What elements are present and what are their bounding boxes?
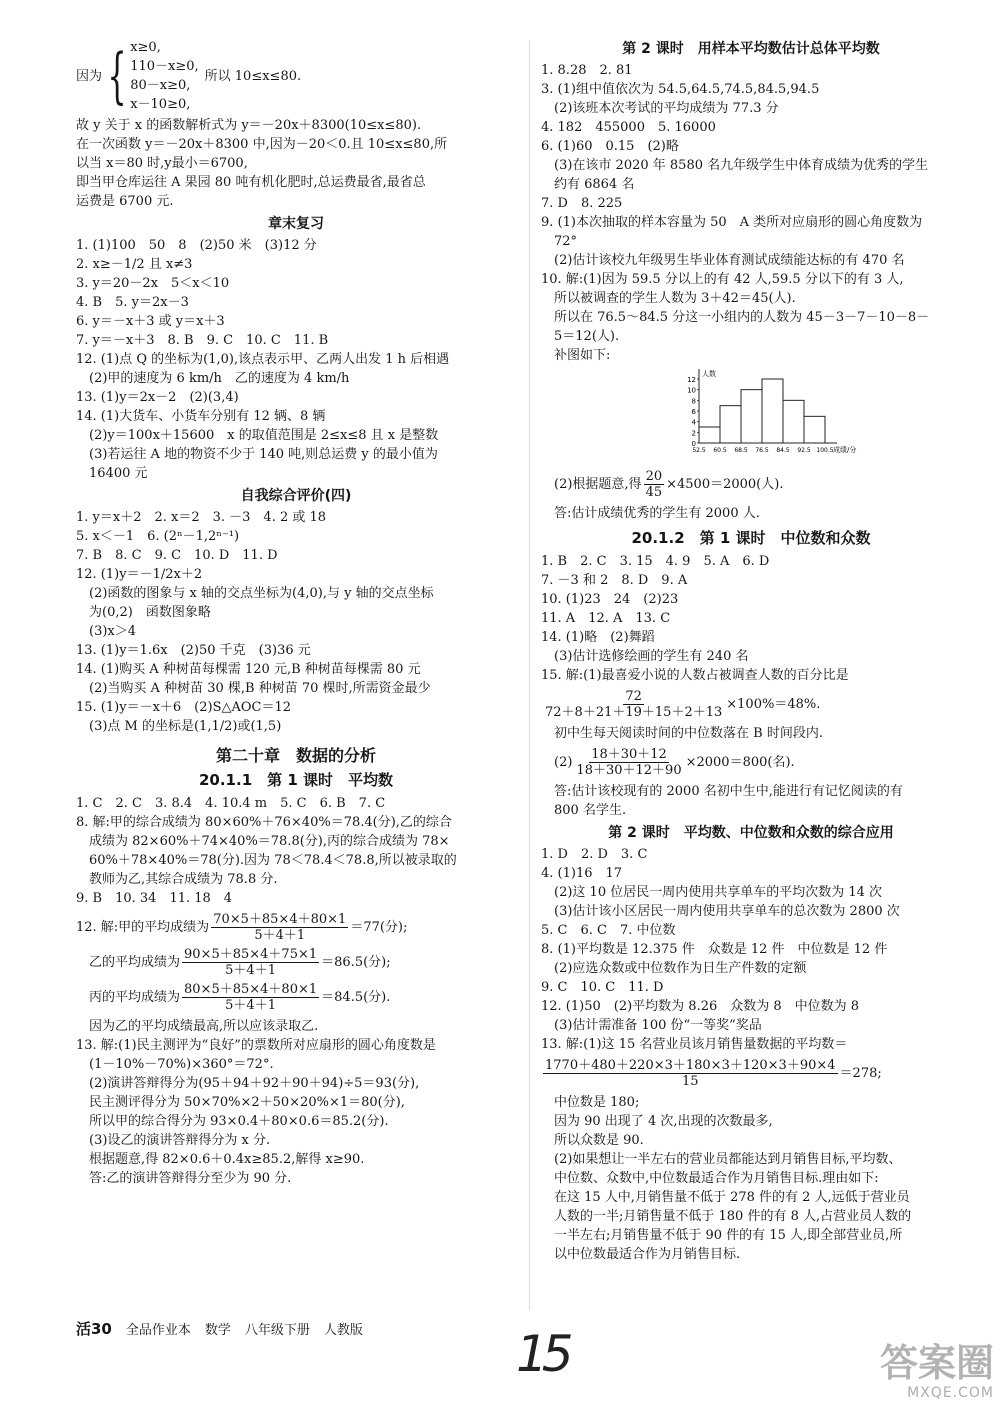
x-tick-label: 92.5 <box>797 447 811 454</box>
fraction <box>182 982 319 1013</box>
answer-line: 1. C 2. C 3. 8.4 4. 10.4 m 5. C 6. B 7. C <box>76 796 386 811</box>
book-title: 全品作业本 <box>125 1323 191 1338</box>
row-result: ＝278; <box>839 1066 882 1081</box>
answer-line: 答:估计成绩优秀的学生有 2000 人. <box>541 506 760 521</box>
answer-line: 9. (1)本次抽取的样本容量为 50 A 类所对应扇形的圆心角度数为 <box>541 215 923 230</box>
column-divider <box>529 40 530 1310</box>
answer-block-mean <box>76 794 516 908</box>
answer-line: (2)函数的图象与 x 轴的交点坐标为(4,0),与 y 轴的交点坐标 <box>76 586 434 601</box>
fraction <box>211 912 348 943</box>
section-heading-review: 章末复习 <box>268 216 324 232</box>
watermark-url: MXQE.COM <box>907 1385 994 1401</box>
answer-line: 中位数是 180; <box>541 1095 640 1110</box>
right-column <box>541 36 961 1264</box>
answer-line: (3)点 M 的坐标是(1,1/2)或(1,5) <box>76 719 282 734</box>
answer-line: (3)x＞4 <box>76 624 137 639</box>
answer-line: 4. (1)16 17 <box>541 866 623 881</box>
answer-line: 故 y 关于 x 的函数解析式为 y＝－20x＋8300(10≤x≤80). <box>76 118 422 133</box>
answer-line: 初中生每天阅读时间的中位数落在 B 时间段内. <box>541 726 823 741</box>
y-tick-label: 2 <box>691 429 696 438</box>
row-result: ＝84.5(分). <box>321 990 391 1005</box>
x-tick-label: 84.5 <box>776 447 790 454</box>
answer-line: 所以在 76.5～84.5 分这一小组内的人数为 45－3－7－10－8－ <box>541 310 930 325</box>
answer-line: 7. y＝－x＋3 8. B 9. C 10. C 11. B <box>76 333 329 348</box>
chapter-heading: 第二十章 数据的分析 <box>215 746 376 765</box>
answer-line: 12. (1)50 (2)平均数为 8.26 众数为 8 中位数为 8 <box>541 999 860 1014</box>
q15-fraction-row <box>541 689 961 720</box>
denominator: 5＋4＋1 <box>225 963 276 978</box>
section-heading-combined: 第 2 课时 平均数、中位数和众数的综合应用 <box>608 825 894 841</box>
x-tick-label: 76.5 <box>755 447 769 454</box>
subject-label: 数学 <box>204 1323 231 1338</box>
brace-item: x≥0, <box>130 40 161 55</box>
x-tick-label: 68.5 <box>734 447 748 454</box>
answer-line: 1. D 2. D 3. C <box>541 847 648 862</box>
answer-line: 16400 元 <box>76 466 148 481</box>
answer-line: 1. B 2. C 3. 15 4. 9 5. A 6. D <box>541 554 770 569</box>
answer-line: 以中位数最适合作为月销售目标. <box>541 1247 741 1262</box>
answer-line: 成绩为 82×60%＋74×40%＝78.8(分),丙的综合成绩为 78× <box>76 834 450 849</box>
q13-lines <box>541 1093 961 1264</box>
answer-line: 中位数、众数中,中位数最适合作为月销售目标.理由如下: <box>541 1171 879 1186</box>
histogram-chart <box>681 367 857 459</box>
y-tick-label: 4 <box>691 418 696 427</box>
answer-line: 1. 8.28 2. 81 <box>541 63 633 78</box>
answer-block-review <box>76 236 516 483</box>
histogram-figure <box>541 367 961 465</box>
answer-line: 12. (1)点 Q 的坐标为(1,0),该点表示甲、乙两人出发 1 h 后相遇 <box>76 352 450 367</box>
brace-item: 110－x≥0, <box>130 59 199 74</box>
brace-item: x－10≥0, <box>130 97 191 112</box>
answer-line: 3. y＝20－2x 5＜x＜10 <box>76 276 230 291</box>
answer-block-median-mode <box>541 552 961 685</box>
answer-line: 补图如下: <box>541 348 611 363</box>
answer-block-sample-mean <box>541 61 961 365</box>
answer-line: (2)应选众数或中位数作为日生产件数的定额 <box>541 961 807 976</box>
answer-line: 5. x＜－1 6. (2ⁿ－1,2ⁿ⁻¹) <box>76 529 240 544</box>
weighted-mean-row <box>76 982 516 1013</box>
row-result: ×4500＝2000(人). <box>666 477 784 492</box>
numerator: 70×5＋85×4＋80×1 <box>213 912 347 927</box>
answer-line: 在一次函数 y＝－20x＋8300 中,因为－20＜0.且 10≤x≤80,所 <box>76 137 448 152</box>
brace-prefix: 因为 <box>76 68 103 84</box>
q10-part2-row <box>541 469 961 500</box>
histogram-bar <box>741 390 762 443</box>
handwritten-number: 15 <box>516 1325 568 1383</box>
answer-line: 14. (1)大货车、小货车分别有 12 辆、8 辆 <box>76 409 326 424</box>
section-heading-self-eval: 自我综合评价(四) <box>240 488 352 504</box>
answer-line: 15. (1)y＝－x＋6 (2)S△AOC＝12 <box>76 700 292 715</box>
section-heading-mean: 20.1.1 第 1 课时 平均数 <box>198 771 394 789</box>
y-tick-label: 6 <box>691 408 696 416</box>
answer-line: (2)估计该校九年级男生毕业体育测试成绩能达标的有 470 名 <box>541 253 905 268</box>
row-label: 12. 解:甲的平均成绩为 <box>76 920 210 935</box>
watermark-title: 答案圈 <box>879 1341 994 1385</box>
answer-line: 民主测评得分为 50×70%×2＋50×20%×1＝80(分), <box>76 1095 405 1110</box>
histogram-bar <box>762 379 783 443</box>
brace-item: 80－x≥0, <box>130 78 191 93</box>
answer-line: 5＝12(人). <box>541 329 620 344</box>
numerator: 20 <box>645 469 663 484</box>
fraction <box>574 747 683 778</box>
answer-line: 所以被调查的学生人数为 3＋42＝45(人). <box>541 291 796 306</box>
answer-line: (2)该班本次考试的平均成绩为 77.3 分 <box>541 101 779 116</box>
answer-line: 10. 解:(1)因为 59.5 分以上的有 42 人,59.5 分以下的有 3 人, <box>541 272 904 287</box>
y-tick-label: 0 <box>691 440 696 448</box>
answer-line: 8. 解:甲的综合成绩为 80×60%＋76×40%＝78.4(分),乙的综合 <box>76 815 452 830</box>
x-axis-label: 成绩/分 <box>833 446 857 454</box>
answer-line: 因为乙的平均成绩最高,所以应该录取乙. <box>76 1019 319 1034</box>
answer-line: 2. x≥－1/2 且 x≠3 <box>76 257 193 272</box>
answer-line: (3)估计该小区居民一周内使用共享单车的总次数为 2800 次 <box>541 904 900 919</box>
answer-line: (2)这 10 位居民一周内使用共享单车的平均次数为 14 次 <box>541 885 883 900</box>
answer-line: (3)估计选修绘画的学生有 240 名 <box>541 649 749 664</box>
answer-line: 9. C 10. C 11. D <box>541 980 664 995</box>
answer-line: 因为 90 出现了 4 次,出现的次数最多, <box>541 1114 773 1129</box>
answer-line: (3)若运往 A 地的物资不少于 140 吨,则总运费 y 的最小值为 <box>76 447 438 462</box>
y-axis-label: 人数 <box>702 370 716 378</box>
answer-line: 为(0,2) 函数图象略 <box>76 605 211 620</box>
watermark-logo <box>844 1341 994 1405</box>
x-tick-label: 52.5 <box>692 447 706 454</box>
answer-line: 以当 x＝80 时,y最小＝6700, <box>76 156 248 171</box>
fraction <box>644 469 665 500</box>
answer-line: 14. (1)略 (2)舞蹈 <box>541 630 655 645</box>
denominator: 5＋4＋1 <box>225 998 276 1013</box>
answer-line: 6. y＝－x＋3 或 y＝x＋3 <box>76 314 225 329</box>
brace-icon: { <box>107 41 127 111</box>
denominator: 45 <box>645 485 663 500</box>
histogram-bar <box>804 416 825 443</box>
answer-line: 5. C 6. C 7. 中位数 <box>541 923 676 938</box>
answer-line: (3)在该市 2020 年 8580 名九年级学生中体育成绩为优秀的学生 <box>541 158 929 173</box>
numerator: 80×5＋85×4＋80×1 <box>184 982 318 997</box>
numerator: 1770＋480＋220×3＋180×3＋120×3＋90×4 <box>545 1058 836 1073</box>
section-heading-median-mode: 20.1.2 第 1 课时 中位数和众数 <box>631 529 871 547</box>
row-result: ＝77(分); <box>350 920 408 935</box>
answer-line: (2)y＝100x＋15600 x 的取值范围是 2≤x≤8 且 x 是整数 <box>76 428 439 443</box>
q15-part2-row <box>541 747 961 778</box>
answer-line: 在这 15 人中,月销售量不低于 278 件的有 2 人,远低于营业员 <box>541 1190 910 1205</box>
numerator: 18＋30＋12 <box>591 747 667 762</box>
section-heading-sample-mean: 第 2 课时 用样本平均数估计总体平均数 <box>622 41 880 57</box>
answer-line: (2)甲的速度为 6 km/h 乙的速度为 4 km/h <box>76 371 350 386</box>
numerator: 72 <box>625 689 642 704</box>
grade-label: 八年级下册 <box>244 1323 310 1338</box>
denominator: 18＋30＋12＋90 <box>576 763 682 778</box>
answer-block-a <box>76 116 516 211</box>
answer-line: 约有 6864 名 <box>541 177 635 192</box>
page-footer <box>76 1318 363 1339</box>
row-label: (2) <box>541 755 573 770</box>
q13-fraction-row <box>541 1058 961 1089</box>
fraction <box>543 689 724 720</box>
answer-line: 6. (1)60 0.15 (2)略 <box>541 139 679 154</box>
answer-line: 所以甲的综合得分为 93×0.4＋80×0.6＝85.2(分). <box>76 1114 389 1129</box>
row-result: ＝86.5(分); <box>321 955 391 970</box>
histogram-bar <box>783 400 804 443</box>
answer-line: 即当甲仓库运往 A 果园 80 吨有机化肥时,总运费最省,最省总 <box>76 175 426 190</box>
answer-line: 12. (1)y＝－1/2x＋2 <box>76 567 203 582</box>
answer-line: 人数的一半;月销售量不低于 180 件的有 8 人,占营业员人数的 <box>541 1209 912 1224</box>
answer-line: (3)估计需准备 100 份“一等奖”奖品 <box>541 1018 762 1033</box>
fraction <box>182 947 319 978</box>
answer-line: 11. A 12. A 13. C <box>541 611 671 626</box>
left-column <box>76 36 516 1188</box>
row-label: (2)根据题意,得 <box>541 477 642 492</box>
answer-line: 7. B 8. C 9. C 10. D 11. D <box>76 548 278 563</box>
row-result: ×2000＝800(名). <box>685 755 795 770</box>
answer-line: (2)演讲答辩得分为(95＋94＋92＋90＋94)÷5＝93(分), <box>76 1076 420 1091</box>
answer-line: (3)设乙的演讲答辩得分为 x 分. <box>76 1133 271 1148</box>
row-label: 乙的平均成绩为 <box>76 955 181 970</box>
answer-line: 运费是 6700 元. <box>76 194 174 209</box>
answer-line: 13. (1)y＝2x－2 (2)(3,4) <box>76 390 239 405</box>
answer-line: 所以众数是 90. <box>541 1133 644 1148</box>
weighted-mean-row <box>76 947 516 978</box>
question-12-block <box>76 912 516 1036</box>
answer-line: 72° <box>541 234 578 249</box>
weighted-mean-row <box>76 912 516 943</box>
answer-line: 1. y＝x＋2 2. x＝2 3. －3 4. 2 或 18 <box>76 510 327 525</box>
answer-line: 10. (1)23 24 (2)23 <box>541 592 679 607</box>
answer-line: 1. (1)100 50 8 (2)50 米 (3)12 分 <box>76 238 317 253</box>
answer-line: 7. －3 和 2 8. D 9. A <box>541 573 688 588</box>
histogram-bar <box>699 427 720 443</box>
fraction <box>543 1058 838 1089</box>
answer-line: 3. (1)组中值依次为 54.5,64.5,74.5,84.5,94.5 <box>541 82 820 97</box>
answer-line: 14. (1)购买 A 种树苗每棵需 120 元,B 种树苗每棵需 80 元 <box>76 662 421 677</box>
answer-block-self-eval <box>76 508 516 736</box>
y-tick-label: 8 <box>691 397 696 406</box>
x-tick-label: 100.5 <box>816 447 834 454</box>
answer-line: (1－10%－70%)×360°＝72°. <box>76 1057 274 1072</box>
page-number: 活30 <box>76 1320 112 1338</box>
answer-line: 13. 解:(1)这 15 名营业员该月销售量数据的平均数＝ <box>541 1037 848 1052</box>
denominator: 15 <box>682 1074 699 1089</box>
denominator: 5＋4＋1 <box>254 928 306 943</box>
x-tick-label: 60.5 <box>713 447 727 454</box>
answer-line: 4. 182 455000 5. 16000 <box>541 120 716 135</box>
answer-line: (2)当购买 A 种树苗 30 棵,B 种树苗 70 棵时,所需资金最少 <box>76 681 431 696</box>
histogram-bar <box>720 406 741 443</box>
answer-line: 答:乙的演讲答辩得分至少为 90 分. <box>76 1171 292 1186</box>
question-13-block <box>76 1036 516 1188</box>
answer-line: 教师为乙,其综合成绩为 78.8 分. <box>76 872 278 887</box>
answer-line: 9. B 10. 34 11. 18 4 <box>76 891 233 906</box>
denominator: 72＋8＋21＋19＋15＋2＋13 <box>545 705 723 720</box>
numerator: 90×5＋85×4＋75×1 <box>184 947 318 962</box>
answer-line: 60%＋78×40%＝78(分).因为 78＜78.4＜78.8,所以被录取的 <box>76 853 457 868</box>
brace-suffix: 所以 10≤x≤80. <box>204 68 302 84</box>
answer-line: 800 名学生. <box>541 803 627 818</box>
y-tick-label: 10 <box>687 386 696 395</box>
brace-items <box>130 38 198 114</box>
answer-line: 4. B 5. y＝2x－3 <box>76 295 189 310</box>
answer-line: 一半左右;月销售量不低于 90 件的有 15 人,即全部营业员,所 <box>541 1228 903 1243</box>
row-result: ×100%＝48%. <box>726 697 821 712</box>
edition-label: 人教版 <box>323 1323 363 1338</box>
answer-line: 13. (1)y＝1.6x (2)50 千克 (3)36 元 <box>76 643 311 658</box>
row-label: 丙的平均成绩为 <box>76 990 181 1005</box>
answer-line: (2)如果想让一半左右的营业员都能达到月销售目标,平均数、 <box>541 1152 902 1167</box>
answer-line: 根据题意,得 82×0.6＋0.4x≥85.2,解得 x≥90. <box>76 1152 365 1167</box>
inequality-system <box>76 38 516 114</box>
answer-line: 15. 解:(1)最喜爱小说的人数占被调查人数的百分比是 <box>541 668 849 683</box>
answer-line: 答:估计该校现有的 2000 名初中生中,能进行有记忆阅读的有 <box>541 784 903 799</box>
answer-block-combined <box>541 845 961 1054</box>
answer-line: 7. D 8. 225 <box>541 196 623 211</box>
answer-line: 8. (1)平均数是 12.375 件 众数是 12 件 中位数是 12 件 <box>541 942 888 957</box>
y-tick-label: 12 <box>687 376 696 384</box>
answer-line: 13. 解:(1)民主测评为“良好”的票数所对应扇形的圆心角度数是 <box>76 1038 436 1053</box>
